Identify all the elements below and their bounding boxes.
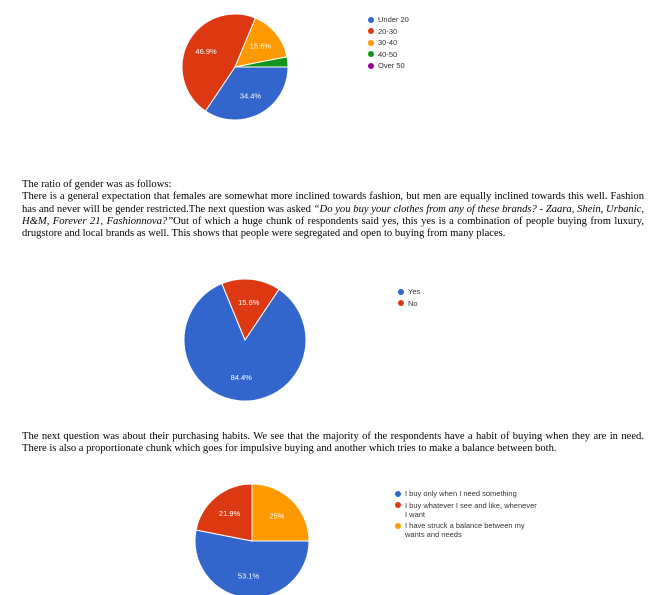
brands-text-b: Out of which a huge chunk of respondents said yes, this yes is a combination of people buying from luxury, drugstore and local brands as well. This shows that people were segregated and open to buying from many places.	[22, 215, 644, 240]
legend-label: No	[408, 298, 418, 308]
legend-swatch	[368, 17, 374, 23]
legend-label: 20-30	[378, 26, 398, 36]
legend-item	[398, 287, 420, 296]
pie-data-label: 21.9%	[218, 509, 241, 519]
legend-item	[368, 38, 409, 47]
legend-item	[395, 501, 540, 519]
legend-item	[395, 521, 540, 539]
legend-label: I buy only when I need something	[405, 489, 517, 498]
pie-data-label: 25%	[269, 511, 285, 521]
legend-label: Yes	[408, 287, 421, 296]
legend-swatch	[398, 289, 404, 295]
legend-swatch	[368, 40, 374, 46]
age-pie-chart	[182, 14, 288, 120]
brands-pie-chart	[184, 279, 306, 401]
brands-question-quote: “Do you buy your clothes from any of these brands? - Zaara, Shein, Urbanic, H&M, Forever 21, Fashionnova?”	[22, 203, 645, 227]
legend-label: 30-40	[378, 38, 398, 48]
legend-swatch	[395, 502, 401, 508]
legend-swatch	[368, 28, 374, 34]
age-chart-legend	[368, 15, 409, 73]
pie-data-label: 15.6%	[238, 297, 260, 307]
legend-item	[368, 15, 409, 24]
habits-chart-legend	[395, 489, 540, 542]
pie-data-label: 34.4%	[239, 91, 262, 101]
pie-data-label: 46.9%	[195, 46, 217, 56]
brands-chart-legend	[398, 287, 420, 310]
legend-swatch	[398, 300, 404, 306]
legend-item	[368, 50, 409, 59]
legend-swatch	[368, 63, 374, 69]
paragraph-gender-brands	[22, 179, 644, 240]
purchasing-habits-text: The next question was about their purchasing habits. We see that the majority of the respondents have a habit of buying when they are in need. There is also a proportionate chunk which goes for impulsive buying and another which tries to make a balance between both.	[22, 431, 644, 455]
legend-label: I buy whatever I see and like, whenever I want	[405, 500, 537, 519]
legend-swatch	[395, 491, 401, 497]
brands-paragraph	[22, 191, 644, 240]
legend-label: Over 50	[378, 61, 405, 71]
legend-label: Under 20	[378, 15, 409, 24]
pie-data-label: 53.1%	[237, 571, 260, 581]
pie-data-label: 15.6%	[249, 41, 272, 51]
legend-item	[368, 61, 409, 70]
legend-label: 40-50	[378, 49, 398, 59]
paragraph-purchasing-habits	[22, 431, 644, 456]
legend-item	[398, 299, 420, 308]
gender-ratio-heading: The ratio of gender was as follows:	[22, 179, 172, 190]
legend-label: I have struck a balance between my wants and needs	[405, 521, 525, 540]
purchasing-habits-pie-chart	[195, 484, 309, 595]
brands-text-a: There is a general expectation that females are somewhat more inclined towards fashion, but men are equally inclined towards this well. Fashion has and never will be gender restricted.The next question was asked	[22, 191, 644, 215]
pie-data-label: 84.4%	[230, 373, 252, 383]
legend-swatch	[395, 523, 401, 529]
legend-item	[395, 489, 540, 498]
legend-swatch	[368, 51, 374, 57]
legend-item	[368, 27, 409, 36]
